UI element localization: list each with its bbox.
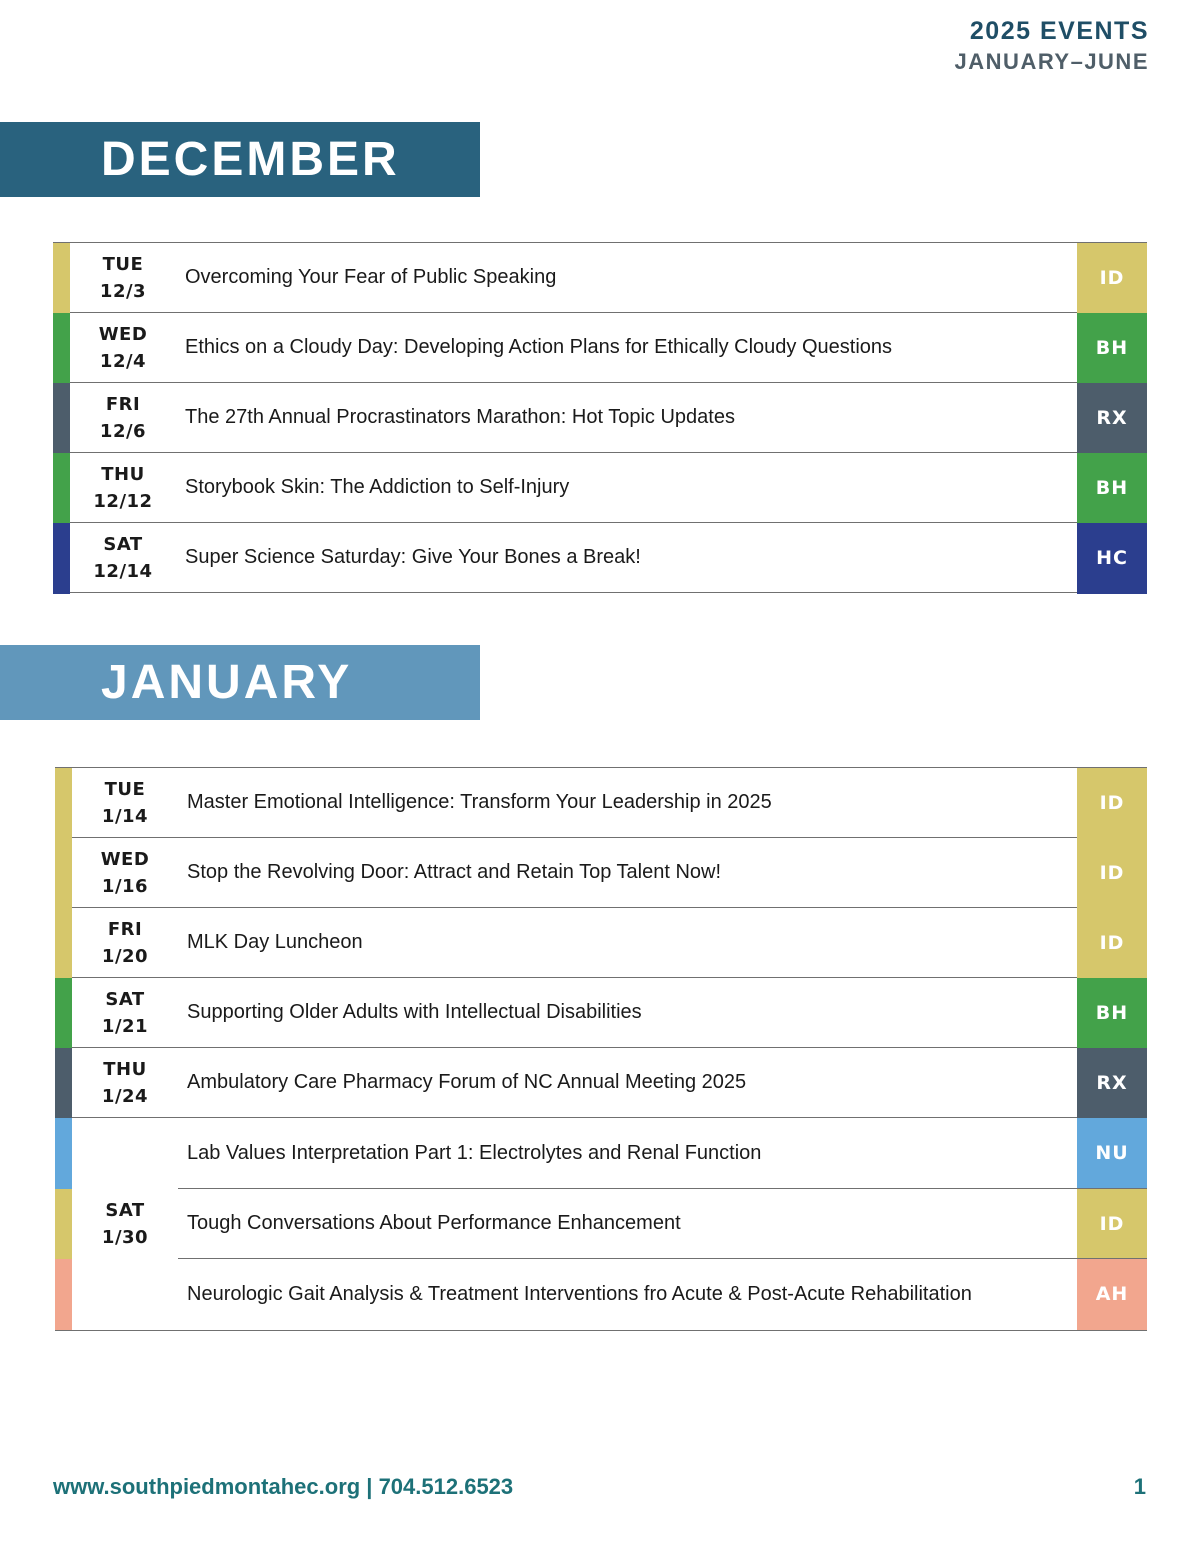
month-banner-december: DECEMBER: [0, 122, 480, 197]
event-day: SAT: [105, 988, 145, 1010]
category-badge: BH: [1077, 453, 1147, 524]
event-title[interactable]: Master Emotional Intelligence: Transform Your Leadership in 2025: [187, 791, 772, 813]
event-day: WED: [98, 323, 148, 345]
category-stripe: [53, 313, 70, 384]
event-day-date: 1/16: [101, 875, 149, 897]
event-day-date: 12/4: [99, 350, 147, 372]
event-day-date: 1/21: [101, 1015, 149, 1037]
event-day: TUE: [102, 253, 144, 275]
event-row[interactable]: [55, 1118, 1147, 1189]
event-date: [72, 1048, 178, 1117]
event-day: THU: [101, 463, 145, 485]
category-badge: AH: [1077, 1259, 1147, 1330]
event-date: [70, 313, 176, 382]
event-day: THU: [103, 1058, 147, 1080]
event-row[interactable]: [53, 383, 1147, 453]
header-subtitle: JANUARY–JUNE: [954, 49, 1149, 74]
category-badge: BH: [1077, 313, 1147, 384]
category-stripe: [55, 1259, 72, 1330]
event-row[interactable]: [53, 313, 1147, 383]
category-badge: ID: [1077, 838, 1147, 909]
event-day-date: 12/6: [99, 420, 147, 442]
category-stripe: [55, 838, 72, 909]
event-day: WED: [100, 848, 150, 870]
category-stripe: [55, 1048, 72, 1119]
event-row[interactable]: [55, 1189, 1147, 1260]
event-row[interactable]: [55, 908, 1147, 978]
category-stripe: [55, 768, 72, 839]
category-stripe: [55, 978, 72, 1049]
event-title[interactable]: Ethics on a Cloudy Day: Developing Action Plans for Ethically Cloudy Questions: [185, 336, 893, 358]
month-banner-january: JANUARY: [0, 645, 480, 720]
category-stripe: [53, 523, 70, 594]
page-number: 1: [1133, 1474, 1146, 1499]
event-title[interactable]: Stop the Revolving Door: Attract and Retain Top Talent Now!: [187, 861, 722, 883]
event-title[interactable]: Super Science Saturday: Give Your Bones a Break!: [185, 546, 641, 568]
event-title[interactable]: Overcoming Your Fear of Public Speaking: [185, 266, 557, 288]
event-title[interactable]: Neurologic Gait Analysis & Treatment Interventions fro Acute & Post-Acute Rehabilitation: [187, 1282, 972, 1305]
page-header: [955, 16, 1149, 76]
category-stripe: [53, 243, 70, 314]
event-day: FRI: [105, 393, 141, 415]
event-title[interactable]: Ambulatory Care Pharmacy Forum of NC Annual Meeting 2025: [187, 1071, 747, 1093]
category-badge: NU: [1077, 1118, 1147, 1189]
category-stripe: [53, 453, 70, 524]
event-date: [72, 908, 178, 977]
event-title[interactable]: The 27th Annual Procrastinators Marathon: Hot Topic Updates: [185, 406, 735, 428]
category-badge: ID: [1077, 1189, 1147, 1260]
category-stripe: [53, 383, 70, 454]
event-day-date: 1/24: [101, 1085, 149, 1107]
event-date: [72, 978, 178, 1047]
header-title: 2025 EVENTS: [969, 17, 1149, 45]
event-row[interactable]: [55, 768, 1147, 838]
footer-contact[interactable]: www.southpiedmontahec.org | 704.512.6523: [53, 1474, 514, 1499]
event-row[interactable]: [55, 1259, 1147, 1330]
event-day-date: 1/30: [101, 1226, 149, 1248]
event-day: FRI: [107, 918, 143, 940]
event-row[interactable]: [53, 453, 1147, 523]
event-day: SAT: [103, 533, 143, 555]
event-day: TUE: [104, 778, 146, 800]
category-badge: RX: [1077, 383, 1147, 454]
category-badge: ID: [1077, 908, 1147, 979]
event-title[interactable]: MLK Day Luncheon: [187, 931, 363, 953]
event-title[interactable]: Supporting Older Adults with Intellectual Disabilities: [187, 1001, 642, 1023]
event-row[interactable]: [55, 838, 1147, 908]
event-date: [70, 383, 176, 452]
category-badge: ID: [1077, 243, 1147, 314]
event-day-date: 1/20: [101, 945, 149, 967]
event-date: [70, 453, 176, 522]
event-title[interactable]: Lab Values Interpretation Part 1: Electrolytes and Renal Function: [187, 1141, 762, 1164]
event-title[interactable]: Tough Conversations About Performance Enhancement: [187, 1212, 681, 1235]
event-title[interactable]: Storybook Skin: The Addiction to Self-Injury: [185, 476, 570, 498]
category-stripe: [55, 1189, 72, 1260]
event-day-date: 12/14: [93, 560, 153, 582]
event-row[interactable]: [53, 523, 1147, 593]
event-row[interactable]: [55, 978, 1147, 1048]
category-badge: RX: [1077, 1048, 1147, 1119]
category-badge: BH: [1077, 978, 1147, 1049]
event-row[interactable]: [53, 243, 1147, 313]
december-events-table: [53, 242, 1147, 593]
category-stripe: [55, 1118, 72, 1189]
category-stripe: [55, 908, 72, 979]
event-date: [72, 768, 178, 837]
event-group-sat-1-30: [55, 1118, 1147, 1331]
event-day-date: 12/12: [93, 490, 153, 512]
january-events-table: [55, 767, 1147, 1331]
category-badge: ID: [1077, 768, 1147, 839]
event-row[interactable]: [55, 1048, 1147, 1118]
category-badge: HC: [1077, 523, 1147, 594]
event-date: [70, 523, 176, 592]
event-day: SAT: [105, 1199, 145, 1221]
event-day-date: 12/3: [99, 280, 147, 302]
event-date: [70, 243, 176, 312]
event-day-date: 1/14: [101, 805, 149, 827]
event-date: [72, 838, 178, 907]
